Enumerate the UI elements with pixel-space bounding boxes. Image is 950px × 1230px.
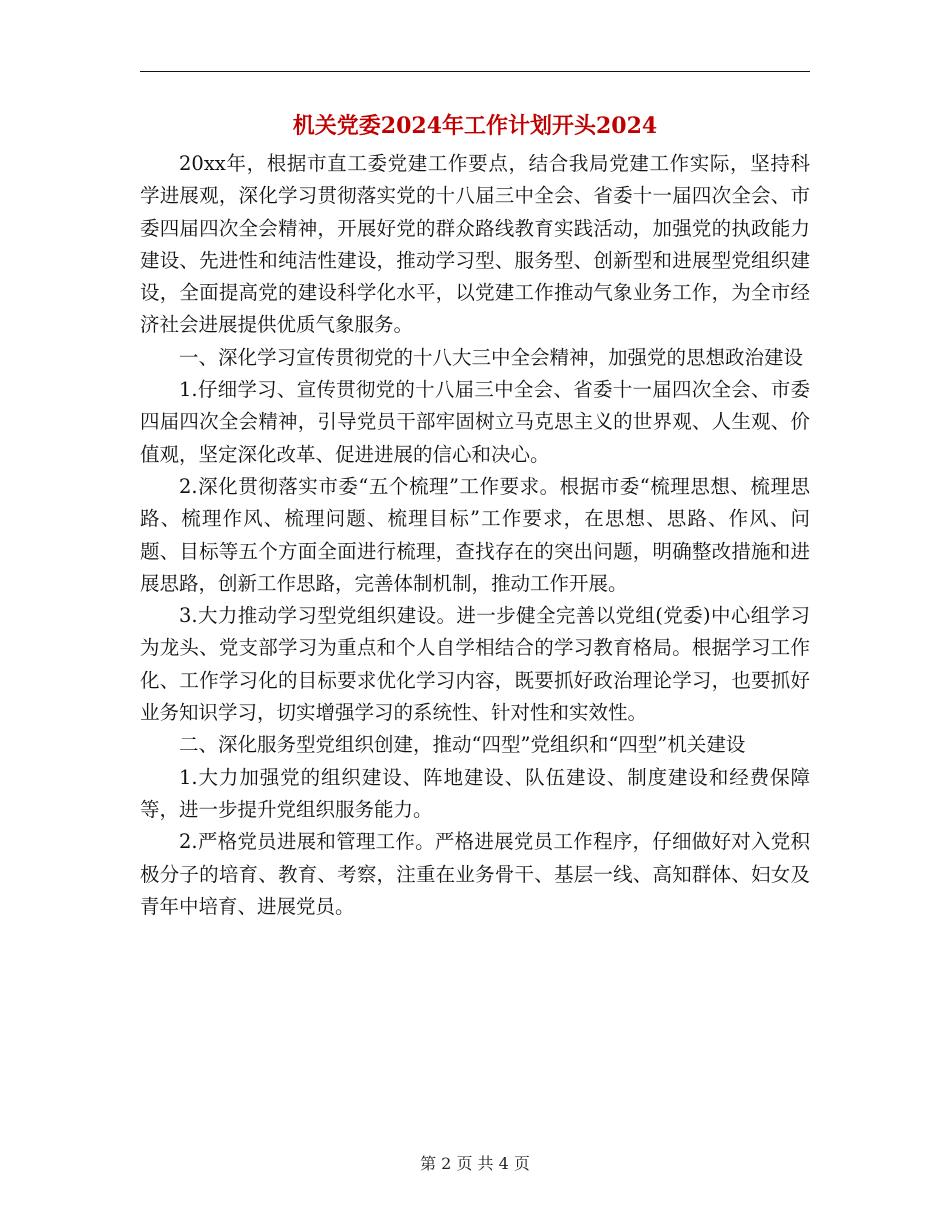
paragraph-item-2-2: 2.严格党员进展和管理工作。严格进展党员工作程序，仔细做好对入党积极分子的培育、教育、考察，注重在业务骨干、基层一线、高知群体、妇女及青年中培育、进展党员。 <box>140 830 810 918</box>
section-heading-1: 一、深化学习宣传贯彻党的十八大三中全会精神，加强党的思想政治建设 <box>179 345 804 369</box>
paragraph-item-1-2: 2.深化贯彻落实市委“五个梳理”工作要求。根据市委“梳理思想、梳理思路、梳理作风、梳理问题、梳理目标”工作要求，在思想、思路、作风、问题、目标等五个方面全面进行梳理，查找存在的突出问题，明确整改措施和进展思路，创新工作思路，完善体制机制，推动工作开展。 <box>140 474 810 595</box>
header-rule <box>140 71 810 72</box>
paragraph-item-1-1: 1.仔细学习、宣传贯彻党的十八届三中全会、省委十一届四次全会、市委四届四次全会精神，引导党员干部牢固树立马克思主义的世界观、人生观、价值观，坚定深化改革、促进进展的信心和决心。 <box>140 378 810 466</box>
paragraph-intro: 20xx年，根据市直工委党建工作要点，结合我局党建工作实际，坚持科学进展观，深化学习贯彻落实党的十八届三中全会、省委十一届四次全会、市委四届四次全会精神，开展好党的群众路线教育实践活动，加强党的执政能力建设、先进性和纯洁性建设，推动学习型、服务型、创新型和进展型党组织建设，全面提高党的建设科学化水平，以党建工作推动气象业务工作，为全市经济社会进展提供优质气象服务。 <box>140 152 810 337</box>
paragraph-item-2-1: 1.大力加强党的组织建设、阵地建设、队伍建设、制度建设和经费保障等，进一步提升党组织服务能力。 <box>140 765 810 821</box>
page-number: 第 2 页 共 4 页 <box>420 1154 530 1173</box>
paragraph-item-1-3: 3.大力推动学习型党组织建设。进一步健全完善以党组(党委)中心组学习为龙头、党支部学习为重点和个人自学相结合的学习教育格局。根据学习工作化、工作学习化的目标要求优化学习内容，既要抓好政治理论学习，也要抓好业务知识学习，切实增强学习的系统性、针对性和实效性。 <box>140 604 810 725</box>
document-body <box>140 148 810 923</box>
section-heading-2: 二、深化服务型党组织创建，推动“四型”党组织和“四型”机关建设 <box>179 733 746 757</box>
document-title: 机关党委2024年工作计划开头2024 <box>292 113 658 139</box>
